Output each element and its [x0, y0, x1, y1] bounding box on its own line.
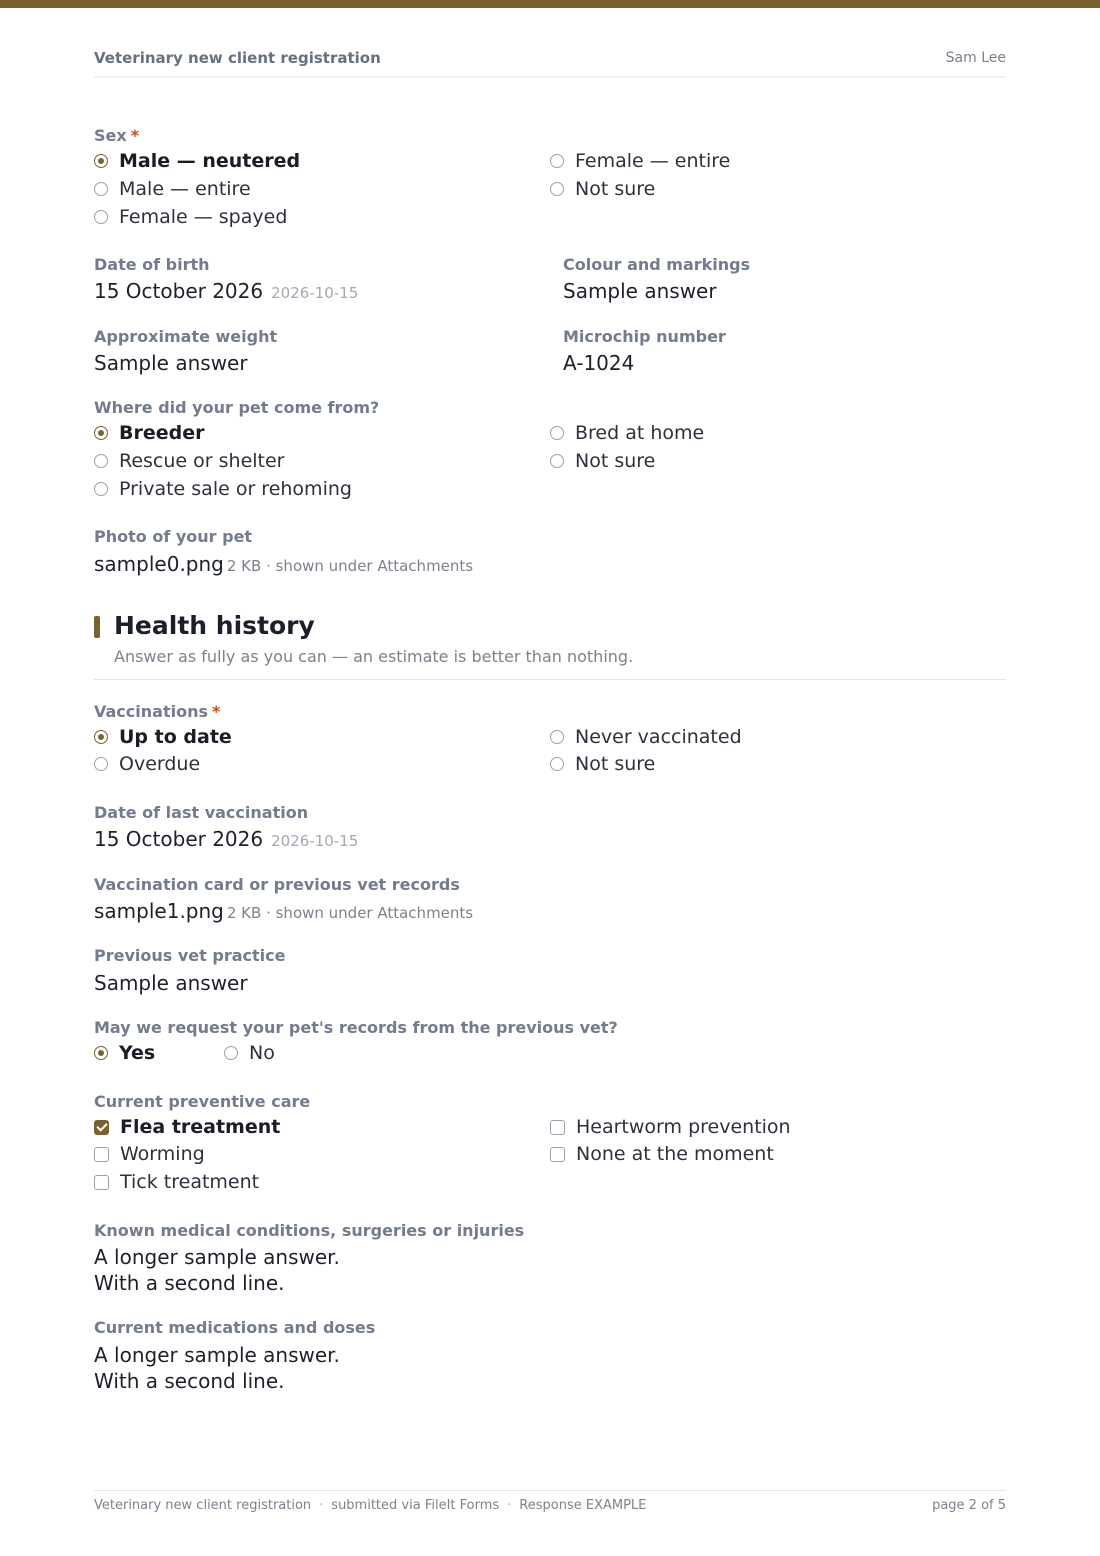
checkbox-checked-icon [94, 1120, 109, 1135]
conditions-value [94, 1244, 340, 1296]
vaccinations-label-text: Vaccinations [94, 702, 208, 721]
required-marker: * [211, 702, 221, 721]
weight-value: Sample answer [94, 351, 248, 375]
answer-line: With a second line. [94, 1271, 285, 1295]
option-label: Overdue [119, 753, 201, 775]
form-title: Veterinary new client registration [94, 49, 381, 67]
preventive-label: Current preventive care [94, 1092, 311, 1111]
sex-label-text: Sex [94, 126, 127, 145]
origin-option-bred-at-home[interactable] [550, 420, 704, 446]
footer-divider [94, 1490, 1006, 1491]
attachment-meta: 2 KB · shown under Attachments [226, 904, 474, 922]
preventive-option-tick[interactable] [94, 1169, 259, 1195]
option-label: Rescue or shelter [119, 450, 285, 472]
colour-value: Sample answer [563, 279, 717, 303]
origin-option-private-sale[interactable] [94, 476, 352, 502]
sex-option-male-neutered[interactable] [94, 148, 300, 174]
footer-separator: · [319, 1498, 324, 1513]
dob-iso: 2026-10-15 [271, 284, 359, 302]
last-vacc-iso: 2026-10-15 [271, 832, 359, 850]
microchip-value: A-1024 [563, 351, 635, 375]
preventive-option-none[interactable] [550, 1141, 774, 1167]
conditions-label: Known medical conditions, surgeries or injuries [94, 1221, 525, 1240]
option-label: Heartworm prevention [576, 1116, 791, 1138]
option-label: Not sure [575, 753, 656, 775]
records-request-label: May we request your pet's records from the previous vet? [94, 1018, 618, 1037]
option-label: Not sure [575, 450, 656, 472]
checkbox-icon [94, 1147, 109, 1162]
radio-icon [550, 730, 564, 744]
required-marker: * [130, 126, 140, 145]
colour-label: Colour and markings [563, 255, 751, 274]
last-vacc-label: Date of last vaccination [94, 803, 309, 822]
respondent-name: Sam Lee [945, 50, 1006, 66]
origin-option-rescue[interactable] [94, 448, 285, 474]
origin-label: Where did your pet come from? [94, 398, 380, 417]
page-header [94, 48, 1006, 78]
photo-label: Photo of your pet [94, 527, 253, 546]
last-vacc-value [94, 827, 358, 851]
section-accent-bar [94, 616, 100, 638]
option-label: Male — neutered [119, 150, 301, 172]
radio-icon [224, 1046, 238, 1060]
attachment-filename[interactable]: sample1.png [94, 899, 224, 923]
footer-separator: · [507, 1498, 512, 1513]
footer-submitted-via: submitted via FileIt Forms [331, 1498, 500, 1513]
option-label: Tick treatment [120, 1171, 260, 1193]
microchip-label: Microchip number [563, 327, 726, 346]
option-label: Private sale or rehoming [119, 478, 352, 500]
radio-icon [550, 454, 564, 468]
option-label: Bred at home [575, 422, 705, 444]
footer-response-id: Response EXAMPLE [519, 1498, 647, 1513]
photo-attachment[interactable] [94, 552, 473, 576]
radio-selected-icon [94, 154, 108, 168]
records-option-yes[interactable] [94, 1040, 155, 1066]
medications-label: Current medications and doses [94, 1318, 376, 1337]
attachment-meta: 2 KB · shown under Attachments [226, 557, 474, 575]
radio-selected-icon [94, 1046, 108, 1060]
preventive-option-flea[interactable] [94, 1114, 280, 1140]
radio-icon [550, 757, 564, 771]
sex-option-male-entire[interactable] [94, 176, 251, 202]
option-label: None at the moment [576, 1143, 774, 1165]
option-label: Worming [120, 1143, 205, 1165]
section-subtitle: Answer as fully as you can — an estimate is better than nothing. [114, 647, 634, 666]
weight-label: Approximate weight [94, 327, 278, 346]
option-label: Female — entire [575, 150, 731, 172]
option-label: No [249, 1042, 275, 1064]
vacc-option-not-sure[interactable] [550, 751, 655, 777]
vacc-option-up-to-date[interactable] [94, 724, 232, 750]
radio-icon [94, 182, 108, 196]
radio-icon [94, 482, 108, 496]
last-vacc-text: 15 October 2026 [94, 827, 264, 851]
vacc-option-never[interactable] [550, 724, 742, 750]
medications-value [94, 1342, 340, 1394]
option-label: Breeder [119, 422, 205, 444]
footer-info [94, 1498, 646, 1513]
sex-option-female-spayed[interactable] [94, 204, 287, 230]
radio-icon [94, 210, 108, 224]
checkbox-icon [94, 1175, 109, 1190]
option-label: Flea treatment [120, 1116, 281, 1138]
dob-value [94, 279, 358, 303]
checkbox-icon [550, 1147, 565, 1162]
radio-icon [550, 154, 564, 168]
vacc-card-attachment[interactable] [94, 899, 473, 923]
radio-icon [550, 182, 564, 196]
option-label: Yes [119, 1042, 156, 1064]
accent-top-bar [0, 0, 1100, 8]
radio-icon [94, 454, 108, 468]
sex-label [94, 126, 139, 145]
answer-line: A longer sample answer. [94, 1245, 340, 1269]
sex-option-not-sure[interactable] [550, 176, 655, 202]
origin-option-breeder[interactable] [94, 420, 204, 446]
page-number: page 2 of 5 [932, 1498, 1006, 1513]
attachment-filename[interactable]: sample0.png [94, 552, 224, 576]
radio-selected-icon [94, 426, 108, 440]
prev-vet-label: Previous vet practice [94, 946, 286, 965]
footer-form-name: Veterinary new client registration [94, 1498, 312, 1513]
answer-line: A longer sample answer. [94, 1343, 340, 1367]
section-divider [94, 679, 1006, 680]
option-label: Not sure [575, 178, 656, 200]
answer-line: With a second line. [94, 1369, 285, 1393]
origin-option-not-sure[interactable] [550, 448, 655, 474]
vacc-card-label: Vaccination card or previous vet records [94, 875, 460, 894]
preventive-option-worming[interactable] [94, 1141, 205, 1167]
preventive-option-heartworm[interactable] [550, 1114, 791, 1140]
records-option-no[interactable] [224, 1040, 275, 1066]
prev-vet-value: Sample answer [94, 971, 248, 995]
option-label: Female — spayed [119, 206, 288, 228]
sex-option-female-entire[interactable] [550, 148, 730, 174]
radio-selected-icon [94, 730, 108, 744]
dob-label: Date of birth [94, 255, 210, 274]
radio-icon [550, 426, 564, 440]
vacc-option-overdue[interactable] [94, 751, 200, 777]
section-title: Health history [114, 611, 315, 640]
option-label: Male — entire [119, 178, 251, 200]
vaccinations-label [94, 702, 220, 721]
radio-icon [94, 757, 108, 771]
option-label: Up to date [119, 726, 232, 748]
checkbox-icon [550, 1120, 565, 1135]
dob-text: 15 October 2026 [94, 279, 264, 303]
option-label: Never vaccinated [575, 726, 742, 748]
